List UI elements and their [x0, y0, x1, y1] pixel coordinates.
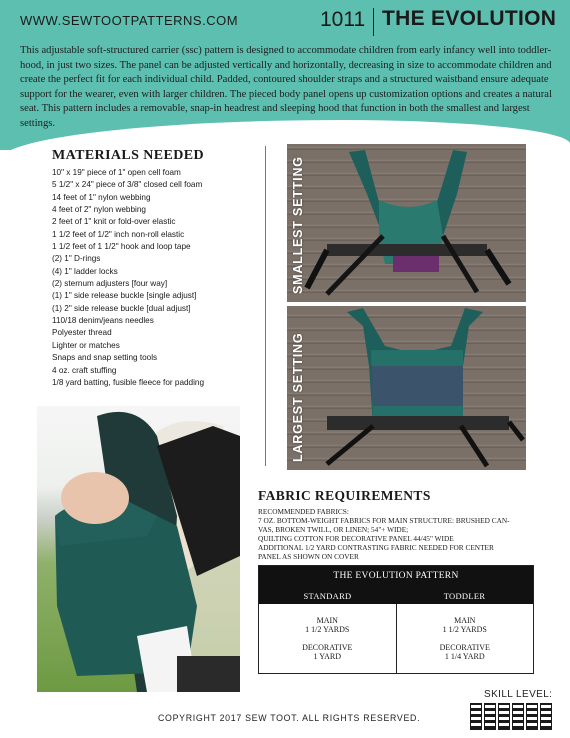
fabric-line: VAS, BROKEN TWILL, OR LINEN; 54"+ WIDE;	[258, 524, 409, 534]
copyright-notice: COPYRIGHT 2017 SEW TOOT. ALL RIGHTS RESERVED.	[158, 713, 421, 723]
materials-heading: MATERIALS NEEDED	[52, 148, 204, 163]
carrier-large-illustration	[287, 306, 526, 470]
toddler-column	[396, 604, 534, 673]
column-toddler: TODDLER	[443, 591, 486, 601]
material-item: 1 1/2 feet of 1/2" inch non-roll elastic	[52, 229, 185, 239]
material-item: 5 1/2" x 24" piece of 3/8" closed cell foam	[52, 180, 203, 190]
toddler-decorative-cell	[397, 643, 534, 661]
photo-smallest-setting	[287, 144, 526, 302]
fabric-line: PANEL AS SHOWN ON COVER	[258, 551, 359, 561]
cell-label: DECORATIVE	[439, 643, 490, 652]
fabric-lines	[258, 508, 550, 561]
smallest-setting-text: SMALLEST SETTING	[291, 156, 305, 294]
intro-paragraph: This adjustable soft-structured carrier (ssc) pattern is designed to accommodate children from early infancy well into toddler-hood, in just two sizes. The panel can be adjusted vertically and horizontally, decreasing in size to accommodate children and create the perfect fit for each individual child. Padded, contoured shoulder straps and a structured waistband ensure adequate support for the wearer, even with larger children. The pieced body panel opens up customization options and creates a natural seat. This pattern includes a removable, snap-in headrest and sleeping hood that function in both the smallest and largest settings.	[20, 45, 552, 129]
site-url: WWW.SEWTOOTPATTERNS.COM	[20, 13, 239, 28]
material-item: Polyester thread	[52, 328, 112, 338]
cell-label: MAIN	[454, 616, 476, 625]
material-item: (1) 2" side release buckle [dual adjust]	[52, 303, 191, 313]
cell-value: 1 YARD	[313, 652, 341, 661]
skill-block-icon	[540, 703, 552, 730]
material-item: 4 oz. craft stuffing	[52, 365, 117, 375]
material-item: 4 feet of 2" nylon webbing	[52, 205, 146, 215]
yardage-table-title: THE EVOLUTION PATTERN	[333, 571, 459, 581]
material-item: 1 1/2 feet of 1 1/2" hook and loop tape	[52, 242, 191, 252]
fabric-line: RECOMMENDED FABRICS:	[258, 507, 349, 516]
pattern-number: 1011	[320, 8, 366, 31]
standard-column	[259, 604, 396, 673]
fabric-requirements	[258, 488, 550, 561]
standard-main-cell	[259, 616, 396, 634]
skill-level-label: SKILL LEVEL:	[484, 689, 553, 700]
skill-block-icon	[512, 703, 524, 730]
yardage-table-body	[259, 604, 533, 673]
materials-section	[52, 148, 257, 389]
skill-block-icon	[470, 703, 482, 730]
cell-value: 1 1/4 YARD	[444, 652, 485, 661]
photo-largest-setting	[287, 306, 526, 470]
title-divider	[373, 8, 374, 36]
baby-carrier-illustration	[37, 406, 240, 692]
fabric-heading: FABRIC REQUIREMENTS	[258, 488, 431, 503]
material-item: 110/18 denim/jeans needles	[52, 316, 154, 326]
material-item: (2) sternum adjusters [four way]	[52, 279, 168, 289]
fabric-line: 7 OZ. BOTTOM-WEIGHT FABRICS FOR MAIN STRUCTURE: BRUSHED CAN-	[258, 515, 510, 525]
column-standard: STANDARD	[303, 591, 352, 601]
skill-level-indicator	[470, 703, 552, 730]
skill-block-icon	[484, 703, 496, 730]
largest-setting-text: LARGEST SETTING	[291, 332, 305, 462]
cell-label: DECORATIVE	[302, 643, 353, 652]
material-item: 14 feet of 1" nylon webbing	[52, 192, 151, 202]
photo-baby-in-carrier	[37, 406, 240, 692]
pattern-title: THE EVOLUTION	[382, 7, 557, 30]
column-divider	[265, 146, 266, 466]
toddler-main-cell	[397, 616, 534, 634]
material-item: 10" x 19" piece of 1" open cell foam	[52, 168, 181, 177]
skill-block-icon	[498, 703, 510, 730]
fabric-line: ADDITIONAL 1/2 YARD CONTRASTING FABRIC NEEDED FOR CENTER	[258, 542, 494, 552]
materials-list	[52, 167, 257, 389]
material-item: (1) 1" side release buckle [single adjust]	[52, 291, 197, 301]
cell-value: 1 1/2 YARDS	[305, 625, 350, 634]
fabric-line: QUILTING COTTON FOR DECORATIVE PANEL 44/45" WIDE	[258, 533, 454, 543]
cell-label: MAIN	[316, 616, 338, 625]
yardage-table-columns	[259, 591, 533, 601]
standard-decorative-cell	[259, 643, 396, 661]
material-item: 1/8 yard batting, fusible fleece for padding	[52, 377, 205, 387]
cell-value: 1 1/2 YARDS	[442, 625, 487, 634]
material-item: Snaps and snap setting tools	[52, 353, 158, 363]
material-item: (2) 1" D-rings	[52, 254, 101, 264]
material-item: Lighter or matches	[52, 340, 120, 350]
skill-block-icon	[526, 703, 538, 730]
material-item: (4) 1" ladder locks	[52, 266, 118, 276]
material-item: 2 feet of 1" knit or fold-over elastic	[52, 217, 176, 227]
yardage-table	[258, 565, 534, 674]
yardage-table-header	[259, 566, 533, 604]
carrier-small-illustration	[287, 144, 526, 302]
